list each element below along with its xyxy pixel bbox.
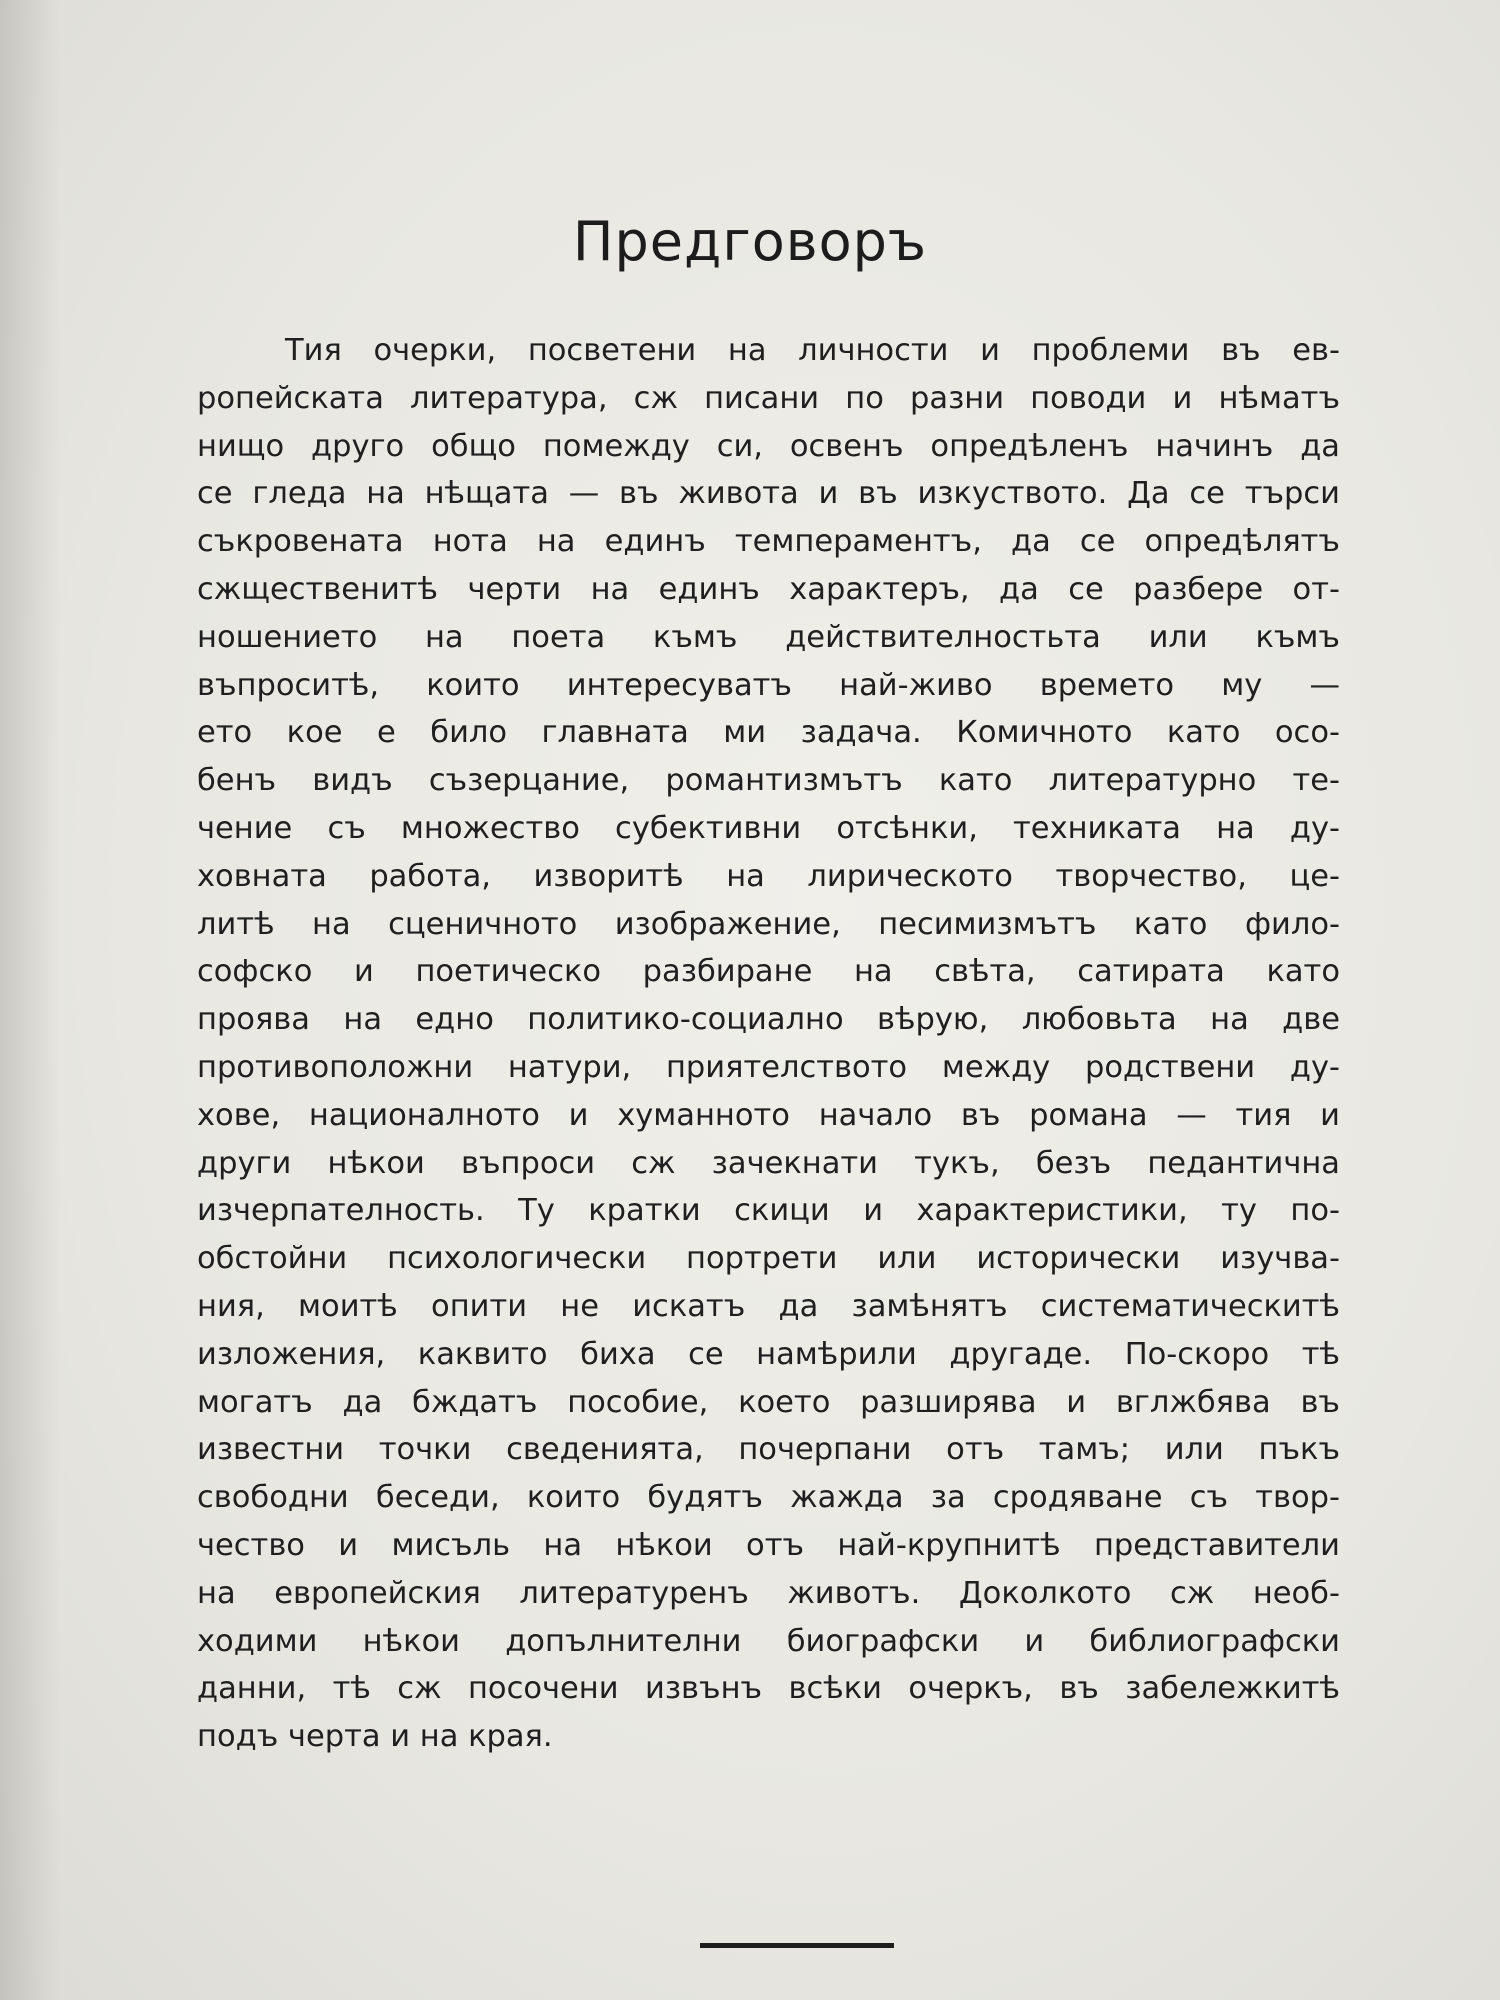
text-line: въпроситѣ, които интересуватъ най-живо времето му — xyxy=(197,667,1340,703)
text-line: чение съ множество субективни отсѣнки, техниката на ду- xyxy=(197,810,1340,846)
text-line: съкровената нота на единъ темпераментъ, да се опредѣлятъ xyxy=(197,524,1340,560)
text-line: нищо друго общо помежду си, освенъ опредѣленъ начинъ да xyxy=(197,428,1340,464)
text-line: софско и поетическо разбиране на свѣта, сатирата като xyxy=(197,954,1340,990)
text-line: противоположни натури, приятелството между родствени ду- xyxy=(197,1049,1340,1085)
text-line: ния, моитѣ опити не искатъ да замѣнятъ систематическитѣ xyxy=(197,1288,1340,1324)
text-line: ношението на поета къмъ действителностьта или къмъ xyxy=(197,619,1340,655)
text-line: изчерпателность. Ту кратки скици и характеристики, ту по- xyxy=(197,1193,1340,1229)
text-line: обстойни психологически портрети или исторически изучва- xyxy=(197,1241,1340,1277)
text-line: на европейския литературенъ животъ. Доколкото сж необ- xyxy=(197,1575,1340,1611)
text-line: чество и мисъль на нѣкои отъ най-крупнитѣ представители xyxy=(197,1527,1340,1563)
text-line: ходими нѣкои допълнителни биографски и библиографски xyxy=(197,1623,1340,1659)
text-line: ховната работа, изворитѣ на лирическото творчество, це- xyxy=(197,858,1340,894)
text-line: ето кое е било главната ми задача. Комичното като осо- xyxy=(197,715,1340,751)
section-divider-rule xyxy=(700,1943,894,1948)
text-line: изложения, каквито биха се намѣрили другаде. По-скоро тѣ xyxy=(197,1336,1340,1372)
text-line: сжщественитѣ черти на единъ характеръ, да се разбере от- xyxy=(197,571,1340,607)
text-line: известни точки сведенията, почерпани отъ тамъ; или пъкъ xyxy=(197,1432,1340,1468)
text-line: бенъ видъ съзерцание, романтизмътъ като литературно те- xyxy=(197,763,1340,799)
text-line: данни, тѣ сж посочени извънъ всѣки очеркъ, въ забележкитѣ xyxy=(197,1671,1340,1707)
text-line: свободни беседи, които будятъ жажда за сродяване съ твор- xyxy=(197,1480,1340,1516)
page-title: Предговоръ xyxy=(572,210,928,273)
text-line: Тия очерки, посветени на личности и проблеми въ ев- xyxy=(285,333,1340,368)
text-line: могатъ да бждатъ пособие, което разширява и вглжбява въ xyxy=(197,1384,1340,1420)
text-line: хове, националното и хуманното начало въ романа — тия и xyxy=(197,1097,1340,1133)
text-line: проява на едно политико-социално вѣрую, любовьта на две xyxy=(197,1002,1340,1038)
text-line: литѣ на сценичното изображение, песимизмътъ като фило- xyxy=(197,906,1340,942)
binding-shadow xyxy=(0,0,60,2000)
text-line: се гледа на нѣщата — въ живота и въ изкуството. Да се търси xyxy=(197,476,1340,512)
text-line: подъ черта и на края. xyxy=(197,1719,553,1755)
text-line: други нѣкои въпроси сж зачекнати тукъ, безъ педантична xyxy=(197,1145,1340,1181)
text-line: ропейската литература, сж писани по разни поводи и нѣматъ xyxy=(197,380,1340,416)
preface-text xyxy=(197,327,1340,1761)
